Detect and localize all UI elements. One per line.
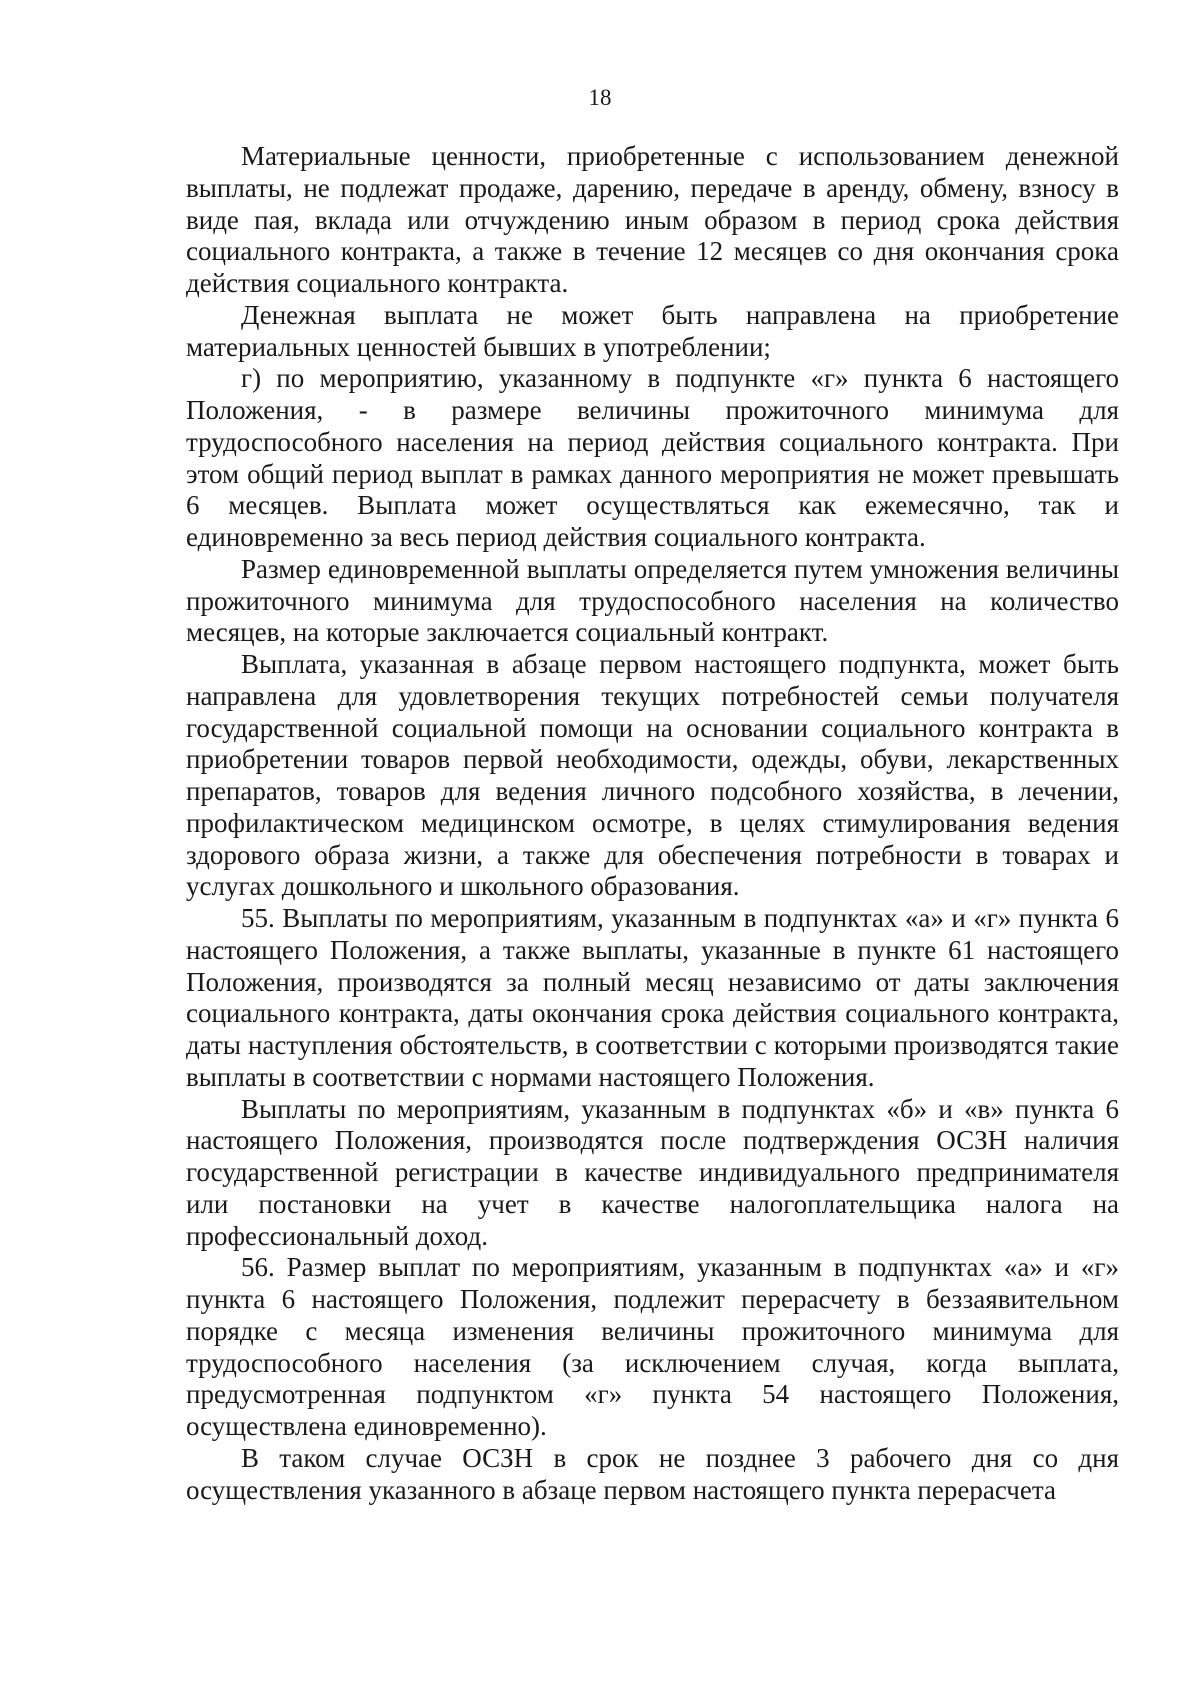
- paragraph-item-56: 56. Размер выплат по мероприятиям, указанным в подпунктах «а» и «г» пункта 6 настоящего Положения, подлежит перерасчету в беззаявительном порядке с месяца изменения величины прожиточного минимума для трудоспособного населения (за исключением случая, когда выплата, предусмотренная подпунктом «г» пункта 54 настоящего Положения, осуществлена единовременно).: [186, 1252, 1119, 1441]
- paragraph-recalculation: В таком случае ОСЗН в срок не позднее 3 рабочего дня со дня осуществления указанного в абзаце первом настоящего пункта перерасчета: [186, 1442, 1119, 1505]
- document-body: [186, 141, 1119, 1506]
- paragraph-payments-b-v: Выплаты по мероприятиям, указанным в подпунктах «б» и «в» пункта 6 настоящего Положения, производятся после подтверждения ОСЗН наличия государственной регистрации в качестве индивидуального предпринимателя или постановки на учет в качестве налогоплательщика налога на профессиональный доход.: [186, 1093, 1119, 1251]
- paragraph-lump-sum-size: Размер единовременной выплаты определяется путем умножения величины прожиточного минимума для трудоспособного населения на количество месяцев, на которые заключается социальный контракт.: [186, 553, 1119, 648]
- paragraph-payment-restriction: Денежная выплата не может быть направлена на приобретение материальных ценностей бывших в употреблении;: [186, 299, 1119, 362]
- page-number: 18: [588, 85, 612, 110]
- paragraph-subitem-g: г) по мероприятию, указанному в подпункте «г» пункта 6 настоящего Положения, - в размере величины прожиточного минимума для трудоспособного населения на период действия социального контракта. При этом общий период выплат в рамках данного мероприятия не может превышать 6 месяцев. Выплата может осуществляться как ежемесячно, так и единовременно за весь период действия социального контракта.: [186, 363, 1119, 552]
- paragraph-item-55: 55. Выплаты по мероприятиям, указанным в подпунктах «а» и «г» пункта 6 настоящего Положения, а также выплаты, указанные в пункте 61 настоящего Положения, производятся за полный месяц независимо от даты заключения социального контракта, даты окончания срока действия социального контракта, даты наступления обстоятельств, в соответствии с которыми производятся такие выплаты в соответствии с нормами настоящего Положения.: [186, 903, 1119, 1092]
- paragraph-material-values: Материальные ценности, приобретенные с использованием денежной выплаты, не подлежат продаже, дарению, передаче в аренду, обмену, взносу в виде пая, вклада или отчуждению иным образом в период срока действия социального контракта, а также в течение 12 месяцев со дня окончания срока действия социального контракта.: [186, 141, 1119, 298]
- paragraph-payment-purpose: Выплата, указанная в абзаце первом настоящего подпункта, может быть направлена для удовлетворения текущих потребностей семьи получателя государственной социальной помощи на основании социального контракта в приобретении товаров первой необходимости, одежды, обуви, лекарственных препаратов, товаров для ведения личного подсобного хозяйства, в лечении, профилактическом медицинском осмотре, в целях стимулирования ведения здорового образа жизни, а также для обеспечения потребности в товарах и услугах дошкольного и школьного образования.: [186, 649, 1119, 902]
